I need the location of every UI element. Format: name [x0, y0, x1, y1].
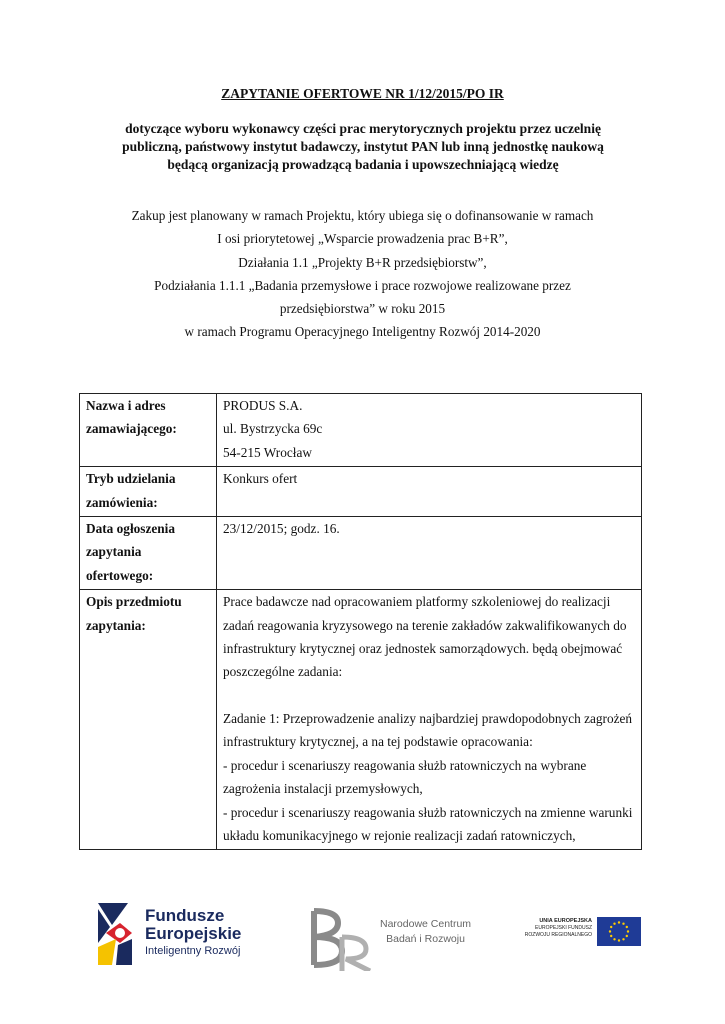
description-paragraph: Prace badawcze nad opracowaniem platformy szkoleniowej do realizacji zadań reagowania kryzysowego na terenie zakładów zakwalifikowanych do infrastruktury krytycznej oraz jednostek samorządowych. będą obejmować poszczególne zadania: — [223, 594, 627, 680]
table-row — [80, 394, 642, 467]
eu-star-icon — [627, 930, 629, 932]
eu-stars — [597, 917, 641, 946]
row-value — [217, 394, 642, 467]
ncbr-line2: Badań i Rozwoju — [386, 933, 465, 945]
ncbr-text — [380, 917, 471, 947]
value-line: ul. Bystrzycka 69c — [223, 421, 323, 437]
description-paragraph: - procedur i scenariuszy reagowania służb ratowniczych na zmienne warunki układu komunikacyjnego w rejonie realizacji zadań ratowniczych, — [223, 804, 633, 843]
eu-star-icon — [610, 935, 612, 937]
unia-europejska-logo — [520, 917, 642, 951]
row-label: Tryb udzielania zamówienia: — [80, 467, 217, 517]
intro-line: w ramach Programu Operacyjnego Inteligentny Rozwój 2014-2020 — [184, 324, 541, 340]
fe-line2: Europejskie — [145, 924, 242, 943]
eu-star-icon — [610, 926, 612, 928]
intro-line: I osi priorytetowej „Wsparcie prowadzenia prac B+R”, — [217, 231, 508, 247]
ncbr-line1: Narodowe Centrum — [380, 918, 472, 930]
table-row — [80, 467, 642, 517]
value-line: 23/12/2015; godz. 16. — [223, 521, 340, 537]
row-value — [217, 590, 642, 850]
intro-line: przedsiębiorstwa” w roku 2015 — [279, 301, 446, 317]
eu-flag-icon — [597, 917, 641, 946]
ue-line3: ROZWOJU REGIONALNEGO — [524, 932, 592, 938]
description-paragraph: Zadanie 1: Przeprowadzenie analizy najbardziej prawdopodobnych zagrożeń infrastruktury krytycznej, a na tej podstawie opracowania: — [223, 710, 633, 750]
document-title: ZAPYTANIE OFERTOWE NR 1/12/2015/PO IR — [221, 86, 504, 101]
fundusze-europejskie-logo — [98, 903, 263, 965]
paragraph-gap — [223, 684, 635, 707]
ue-line2: EUROPEJSKI FUNDUSZ — [535, 925, 592, 931]
intro-block — [80, 204, 645, 344]
eu-star-icon — [609, 930, 611, 932]
ncbr-br-icon — [308, 907, 374, 971]
fe-line1: Fundusze — [145, 906, 225, 925]
eu-star-icon — [626, 935, 628, 937]
eu-funds-star-icon — [98, 903, 134, 965]
row-label: Nazwa i adres zamawiającego: — [80, 394, 217, 467]
intro-line: Zakup jest planowany w ramach Projektu, który ubiega się o dofinansowanie w ramach — [131, 208, 594, 223]
row-value — [217, 467, 642, 517]
intro-line: Działania 1.1 „Projekty B+R przedsiębiorstw”, — [238, 254, 487, 270]
eu-star-icon — [613, 938, 615, 940]
row-label: Opis przedmiotu zapytania: — [80, 590, 217, 850]
table-row — [80, 517, 642, 590]
intro-line: Podziałania 1.1.1 „Badania przemysłowe i prace rozwojowe realizowane przez — [154, 277, 571, 293]
ue-line1: UNIA EUROPEJSKA — [539, 918, 592, 924]
value-line: PRODUS S.A. — [223, 398, 303, 413]
eu-star-icon — [626, 926, 628, 928]
eu-star-icon — [618, 939, 620, 941]
document-subtitle: dotyczące wyboru wykonawcy części prac merytorycznych projektu przez uczelnię publiczną, państwowy instytut badawczy, instytut PAN lub inną jednostkę naukową będącą organizacją prowadzącą badania i upowszechniającą wiedzę — [122, 121, 604, 172]
fe-line3: Inteligentny Rozwój — [145, 945, 241, 957]
value-line: 54-215 Wrocław — [223, 444, 312, 460]
description-paragraph: - procedur i scenariuszy reagowania służb ratowniczych na wybrane zagrożenia instalacji przemysłowych, — [223, 757, 587, 797]
ncbr-logo — [308, 907, 478, 971]
footer-logos — [0, 895, 725, 985]
ue-text — [520, 918, 592, 939]
eu-star-icon — [613, 923, 615, 925]
fe-text — [145, 907, 241, 959]
eu-star-icon — [622, 923, 624, 925]
eu-star-icon — [618, 921, 620, 923]
eu-star-icon — [622, 938, 624, 940]
row-label: Data ogłoszenia zapytania ofertowego: — [80, 517, 217, 590]
info-table — [79, 393, 642, 850]
value-line: Konkurs ofert — [223, 471, 298, 487]
table-row — [80, 590, 642, 850]
row-value — [217, 517, 642, 590]
